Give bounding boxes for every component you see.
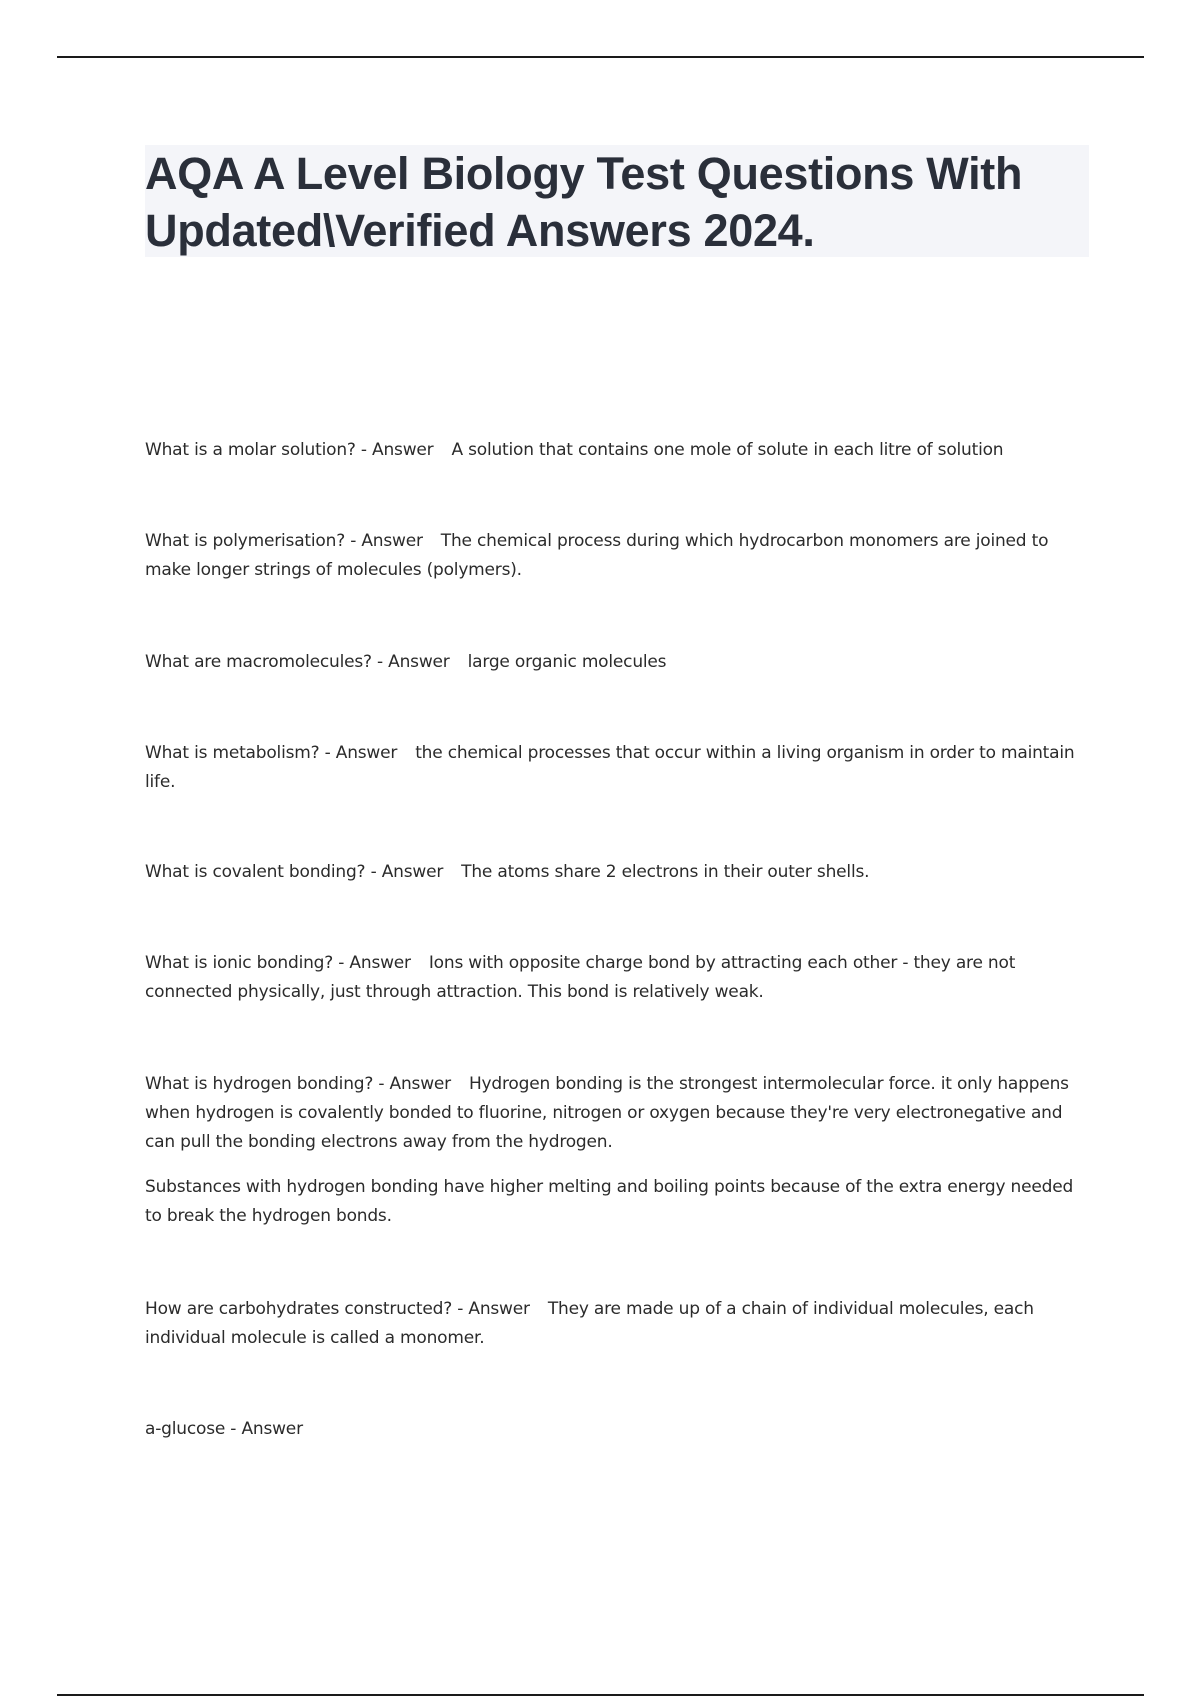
qa-item xyxy=(145,1415,1090,1444)
answer-text: The chemical process during which hydrocarbon monomers are joined to make longer strings of molecules (polymers). xyxy=(145,531,1049,580)
qa-item xyxy=(145,436,1090,465)
document-title: AQA A Level Biology Test Questions With Updated\Verified Answers 2024. xyxy=(145,148,1023,256)
qa-item xyxy=(145,648,1090,677)
top-rule xyxy=(57,56,1144,58)
qa-item xyxy=(145,1295,1090,1353)
question-text: What is metabolism? - Answer xyxy=(145,743,398,763)
qa-item xyxy=(145,949,1090,1007)
answer-text: A solution that contains one mole of solute in each litre of solution xyxy=(451,440,1004,460)
qa-item xyxy=(145,739,1090,797)
answer-text: Hydrogen bonding is the strongest intermolecular force. it only happens when hydrogen is covalently bonded to fluorine, nitrogen or oxygen because they're very electronegative and can pull the bonding electrons away from the hydrogen. xyxy=(145,1074,1069,1152)
question-text: What is hydrogen bonding? - Answer xyxy=(145,1074,451,1094)
question-text: What is covalent bonding? - Answer xyxy=(145,862,444,882)
qa-item xyxy=(145,1070,1090,1157)
answer-text: Substances with hydrogen bonding have higher melting and boiling points because of the extra energy needed to break the hydrogen bonds. xyxy=(145,1177,1074,1226)
title-block xyxy=(145,145,1089,257)
bottom-rule xyxy=(57,1694,1144,1696)
answer-text: large organic molecules xyxy=(467,652,667,672)
question-text: a-glucose - Answer xyxy=(145,1419,303,1439)
qa-continuation xyxy=(145,1173,1090,1231)
answer-text: the chemical processes that occur within a living organism in order to maintain life. xyxy=(145,743,1075,792)
answer-text: They are made up of a chain of individual molecules, each individual molecule is called a monomer. xyxy=(145,1299,1034,1348)
qa-item xyxy=(145,858,1090,887)
answer-text: Ions with opposite charge bond by attracting each other - they are not connected physically, just through attraction. This bond is relatively weak. xyxy=(145,953,1016,1002)
answer-text: The atoms share 2 electrons in their outer shells. xyxy=(461,862,870,882)
question-text: What is ionic bonding? - Answer xyxy=(145,953,411,973)
question-text: What is a molar solution? - Answer xyxy=(145,440,434,460)
question-text: What are macromolecules? - Answer xyxy=(145,652,450,672)
question-text: What is polymerisation? - Answer xyxy=(145,531,423,551)
question-text: How are carbohydrates constructed? - Answer xyxy=(145,1299,530,1319)
qa-item xyxy=(145,527,1090,585)
